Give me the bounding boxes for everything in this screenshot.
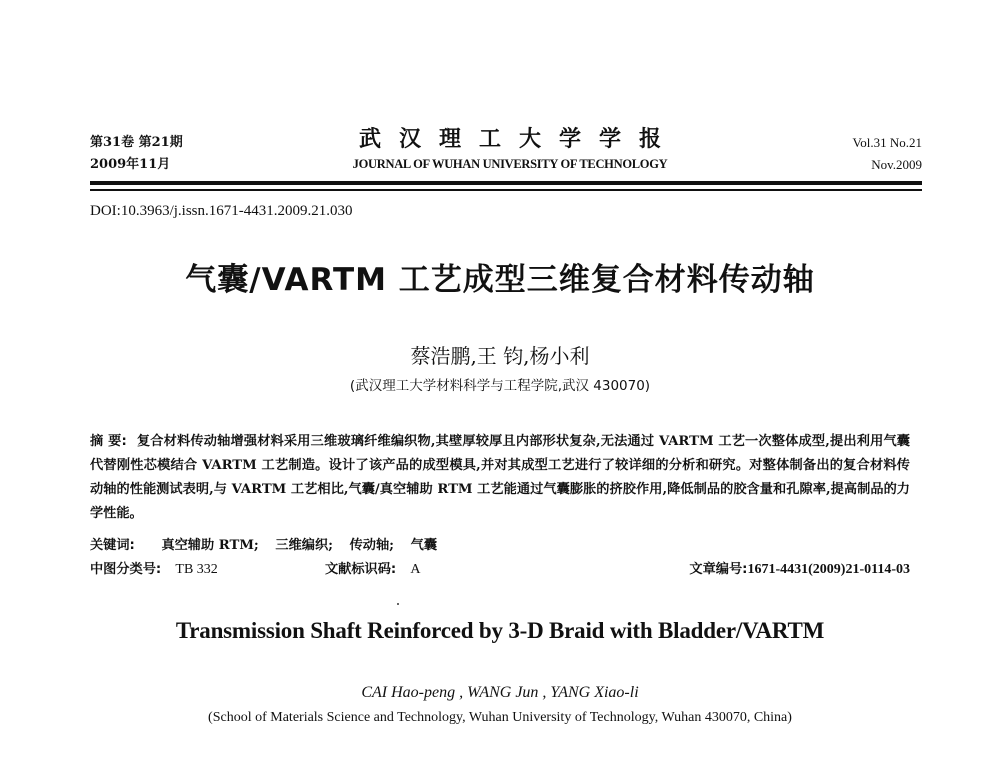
scan-artifact-dot xyxy=(397,603,399,605)
abstract-label: 摘 要: xyxy=(90,434,127,449)
document-code-label: 文献标识码: xyxy=(325,562,397,577)
clc-group xyxy=(90,562,218,577)
clc-value: TB 332 xyxy=(175,562,218,577)
document-code-group xyxy=(325,558,421,578)
article-number-label: 文章编号: xyxy=(689,562,748,577)
volume-issue-cn: 第31卷 第21期 xyxy=(90,135,183,150)
header-rule-thin xyxy=(90,189,922,191)
journal-issue-info-en xyxy=(853,132,922,176)
doi: DOI:10.3963/j.issn.1671-4431.2009.21.030 xyxy=(90,203,353,219)
keyword-item: 三维编织; xyxy=(275,538,334,553)
document-code-value: A xyxy=(410,562,421,577)
journal-issue-info-cn xyxy=(90,132,183,176)
header-rule-thick xyxy=(90,181,922,185)
affiliation-en: (School of Materials Science and Technology, Wuhan University of Technology, Wuhan 430070, China) xyxy=(208,710,792,725)
keyword-item: 真空辅助 RTM; xyxy=(161,538,259,553)
clc-label: 中图分类号: xyxy=(90,562,162,577)
paper-title-cn: 气囊/VARTM 工艺成型三维复合材料传动轴 xyxy=(185,262,815,298)
keywords-label: 关键词: xyxy=(90,538,135,553)
journal-name-cn: 武汉理工大学学报 xyxy=(358,126,679,152)
article-number-group xyxy=(689,558,910,578)
volume-issue-en: Vol.31 No.21 xyxy=(852,135,922,150)
classification-line xyxy=(90,558,910,578)
keyword-item: 气囊 xyxy=(410,538,438,553)
journal-masthead xyxy=(300,124,720,174)
paper-title-en: Transmission Shaft Reinforced by 3-D Braid with Bladder/VARTM xyxy=(175,618,825,643)
authors-cn: 蔡浩鹏,王 钧,杨小利 xyxy=(410,344,590,368)
journal-name-en: JOURNAL OF WUHAN UNIVERSITY OF TECHNOLOGY xyxy=(352,157,668,171)
affiliation-cn: (武汉理工大学材料科学与工程学院,武汉 430070) xyxy=(349,378,651,394)
publication-date-en: Nov.2009 xyxy=(871,157,922,172)
keyword-item: 传动轴; xyxy=(349,538,395,553)
abstract-cn xyxy=(90,430,910,526)
abstract-text: 复合材料传动轴增强材料采用三维玻璃纤维编织物,其壁厚较厚且内部形状复杂,无法通过 VARTM 工艺一次整体成型,提出利用气囊代替刚性芯模结合 VARTM 工艺制造。设计了该产品的成型模具,并对其成型工艺进行了较详细的分析和研究。对整体制备出的复合材料传动轴的性能测试表明,与 VARTM 工艺相比,气囊/真空辅助 RTM 工艺能通过气囊膨胀的挤胶作用,降低制品的胶含量和孔隙率,提高制品的力学性能。 xyxy=(90,434,910,521)
publication-date-cn: 2009年11月 xyxy=(90,157,171,172)
authors-en: CAI Hao-peng , WANG Jun , YANG Xiao-li xyxy=(361,684,639,701)
keywords-cn xyxy=(90,534,437,553)
article-number-value: 1671-4431(2009)21-0114-03 xyxy=(747,562,910,577)
